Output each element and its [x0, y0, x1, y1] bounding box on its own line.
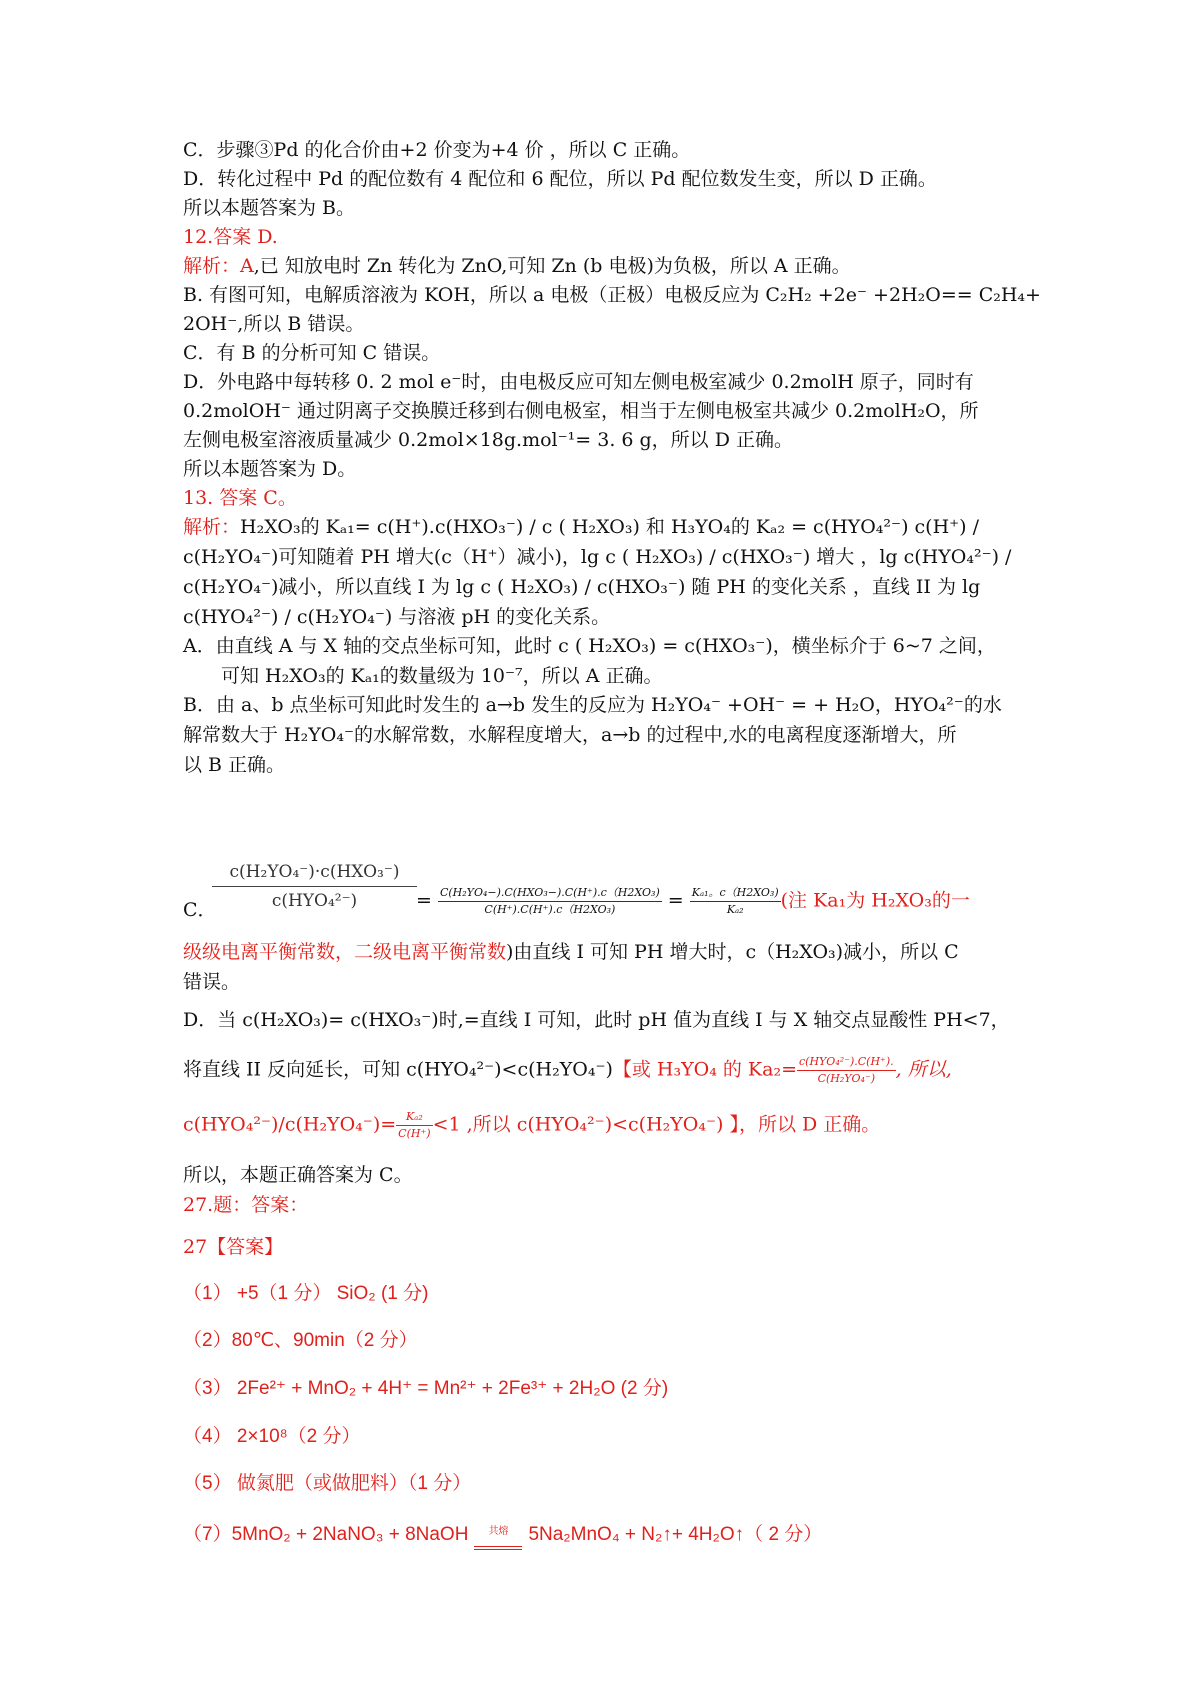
fraction-numerator: C(H₂YO₄−).C(HXO₃−).C(H⁺).c（H2XO₃) — [438, 886, 662, 902]
formula-fraction — [690, 886, 781, 917]
note-text: c(HYO₄²⁻)/c(H₂YO₄⁻)= — [183, 1113, 397, 1136]
equals-bar — [474, 1546, 522, 1550]
text-line: A．由直线 A 与 X 轴的交点坐标可知，此时 c ( H₂XO₃) = c(HXO₃⁻)，横坐标介于 6~7 之间， — [183, 635, 996, 657]
note-text: 级级电离平衡常数，二级电离平衡常数 — [183, 941, 507, 963]
text-span: 将直线 II 反向延长，可知 c(HYO₄²⁻)<c(H₂YO₄⁻) — [183, 1058, 613, 1081]
answer-item: （3） 2Fe²⁺ + MnO₂ + 4H⁺ = Mn²⁺ + 2Fe³⁺ + 2H₂O (2 分) — [183, 1378, 669, 1399]
products: 5Na₂MnO₄ + N₂↑+ 4H₂O↑（ 2 分） — [528, 1524, 823, 1546]
formula-numerator: c(H₂YO₄⁻)·c(HXO₃⁻) — [212, 862, 417, 887]
reactants: （7）5MnO₂ + 2NaNO₃ + 8NaOH — [183, 1524, 469, 1546]
analysis-label: 解析：A — [183, 255, 254, 277]
text-line — [183, 898, 217, 922]
text-line: c(HYO₄²⁻) / c(H₂YO₄⁻) 与溶液 pH 的变化关系。 — [183, 606, 611, 628]
answer-heading-12: 12.答案 D. — [183, 226, 278, 248]
formula-fraction — [797, 1055, 896, 1086]
text-line: B．由 a、b 点坐标可知此时发生的 a→b 发生的反应为 H₂YO₄⁻ +OH⁻ = + H₂O，HYO₄²⁻的水 — [183, 694, 1002, 716]
text-line: D．外电路中每转移 0. 2 mol e⁻时，由电极反应可知左侧电极室减少 0.2molH 原子，同时有 — [183, 371, 974, 393]
text-line: 2OH⁻,所以 B 错误。 — [183, 313, 365, 335]
text-line: 可知 H₂XO₃的 Kₐ₁的数量级为 10⁻⁷，所以 A 正确。 — [221, 665, 663, 687]
text-line — [183, 254, 851, 278]
equals-sign: = — [416, 889, 432, 912]
formula-fraction — [438, 886, 662, 917]
text-span: ,已 知放电时 Zn 转化为 ZnO,可知 Zn (b 电极)为负极，所以 A 正确。 — [253, 255, 851, 277]
text-span: )由直线 I 可知 PH 增大时，c（H₂XO₃)减小，所以 C — [506, 941, 959, 963]
text-line: 解常数大于 H₂YO₄⁻的水解常数，水解程度增大，a→b 的过程中,水的电离程度逐渐增大，所 — [183, 724, 957, 746]
fraction-numerator: Kₐ₂ — [396, 1110, 432, 1126]
text-line: 错误。 — [183, 971, 241, 993]
text-line: 所以，本题正确答案为 C。 — [183, 1164, 413, 1186]
text-line: B. 有图可知，电解质溶液为 KOH，所以 a 电极（正极）电极反应为 C₂H₂ +2e⁻ +2H₂O== C₂H₄+ — [183, 284, 1041, 306]
text-line: 0.2molOH⁻ 通过阴离子交换膜迁移到右侧电极室，相当于左侧电极室共减少 0.2molH₂O，所 — [183, 400, 979, 422]
formula-fraction — [396, 1110, 432, 1141]
text-line: 所以本题答案为 D。 — [183, 458, 357, 480]
formula-denominator: c(HYO₄²⁻) — [271, 891, 358, 911]
text-line — [183, 1055, 952, 1086]
text-line: c(H₂YO₄⁻)减小，所以直线 I 为 lg c ( H₂XO₃) / c(HXO₃⁻) 随 PH 的变化关系 ，直线 II 为 lg — [183, 576, 981, 598]
text-line: 以 B 正确。 — [183, 754, 286, 776]
answer-heading-13: 13. 答案 C。 — [183, 487, 297, 509]
answer-heading-27: 27【答案】 — [183, 1236, 284, 1258]
answer-item: （2）80℃、90min（2 分） — [183, 1330, 418, 1351]
fraction-numerator: c(HYO₄²⁻).C(H⁺). — [797, 1055, 896, 1071]
text-line — [183, 515, 979, 539]
text-line: 所以本题答案为 B。 — [183, 197, 356, 219]
formula-image — [212, 862, 417, 914]
answer-item: （5） 做氮肥（或做肥料）（1 分） — [183, 1473, 472, 1494]
text-line: c(H₂YO₄⁻)可知随着 PH 增大(c（H⁺）减小)，lg c ( H₂XO₃) / c(HXO₃⁻) 增大 ，lg c(HYO₄²⁻) / — [183, 546, 1012, 568]
fraction-denominator: C(H₂YO₄⁻) — [817, 1072, 876, 1085]
answer-item: （1） +5（1 分） SiO₂ (1 分) — [183, 1283, 429, 1304]
fraction-denominator: C(H⁺).C(H⁺).c（H2XO₃) — [484, 903, 616, 916]
answer-item — [183, 1520, 822, 1550]
answer-item: （4） 2×10⁸（2 分） — [183, 1426, 361, 1447]
text-line — [183, 1110, 880, 1141]
note-text: , 所以, — [895, 1058, 952, 1081]
analysis-label: 解析： — [183, 516, 241, 538]
note-text: (注 Ka₁为 H₂XO₃的一 — [780, 889, 970, 912]
text-line: C．有 B 的分析可知 C 错误。 — [183, 342, 441, 364]
text-line: D．转化过程中 Pd 的配位数有 4 配位和 6 配位，所以 Pd 配位数发生变，所以 D 正确。 — [183, 168, 937, 190]
note-text: <1 ,所以 c(HYO₄²⁻)<c(H₂YO₄⁻) 】，所以 D 正确。 — [432, 1113, 881, 1136]
equals-sign: = — [667, 889, 684, 912]
text-span: H₂XO₃的 Kₐ₁= c(H⁺).c(HXO₃⁻) / c ( H₂XO₃) 和 H₃YO₄的 Kₐ₂ = c(HYO₄²⁻) c(H⁺) / — [240, 516, 980, 538]
text-line — [183, 940, 959, 964]
fraction-numerator: Kₐ₁。c（H2XO₃) — [690, 886, 781, 902]
text-line: 左侧电极室溶液质量减少 0.2mol×18g.mol⁻¹= 3. 6 g，所以 D 正确。 — [183, 429, 793, 451]
fraction-denominator: C(H⁺) — [398, 1127, 431, 1140]
item-label: C． — [183, 899, 217, 921]
text-line: C．步骤③Pd 的化合价由+2 价变为+4 价 ，所以 C 正确。 — [183, 139, 691, 161]
condition-label: 共熔 — [488, 1526, 509, 1537]
text-line: D．当 c(H₂XO₃)= c(HXO₃⁻)时,=直线 I 可知，此时 pH 值为直线 I 与 X 轴交点显酸性 PH<7， — [183, 1009, 1010, 1031]
note-text: 【或 H₃YO₄ 的 Ka₂= — [612, 1058, 797, 1081]
answer-heading-27: 27.题：答案： — [183, 1194, 309, 1216]
fraction-denominator: Kₐ₂ — [726, 903, 744, 916]
reaction-condition — [474, 1520, 522, 1550]
formula-line — [416, 886, 970, 917]
